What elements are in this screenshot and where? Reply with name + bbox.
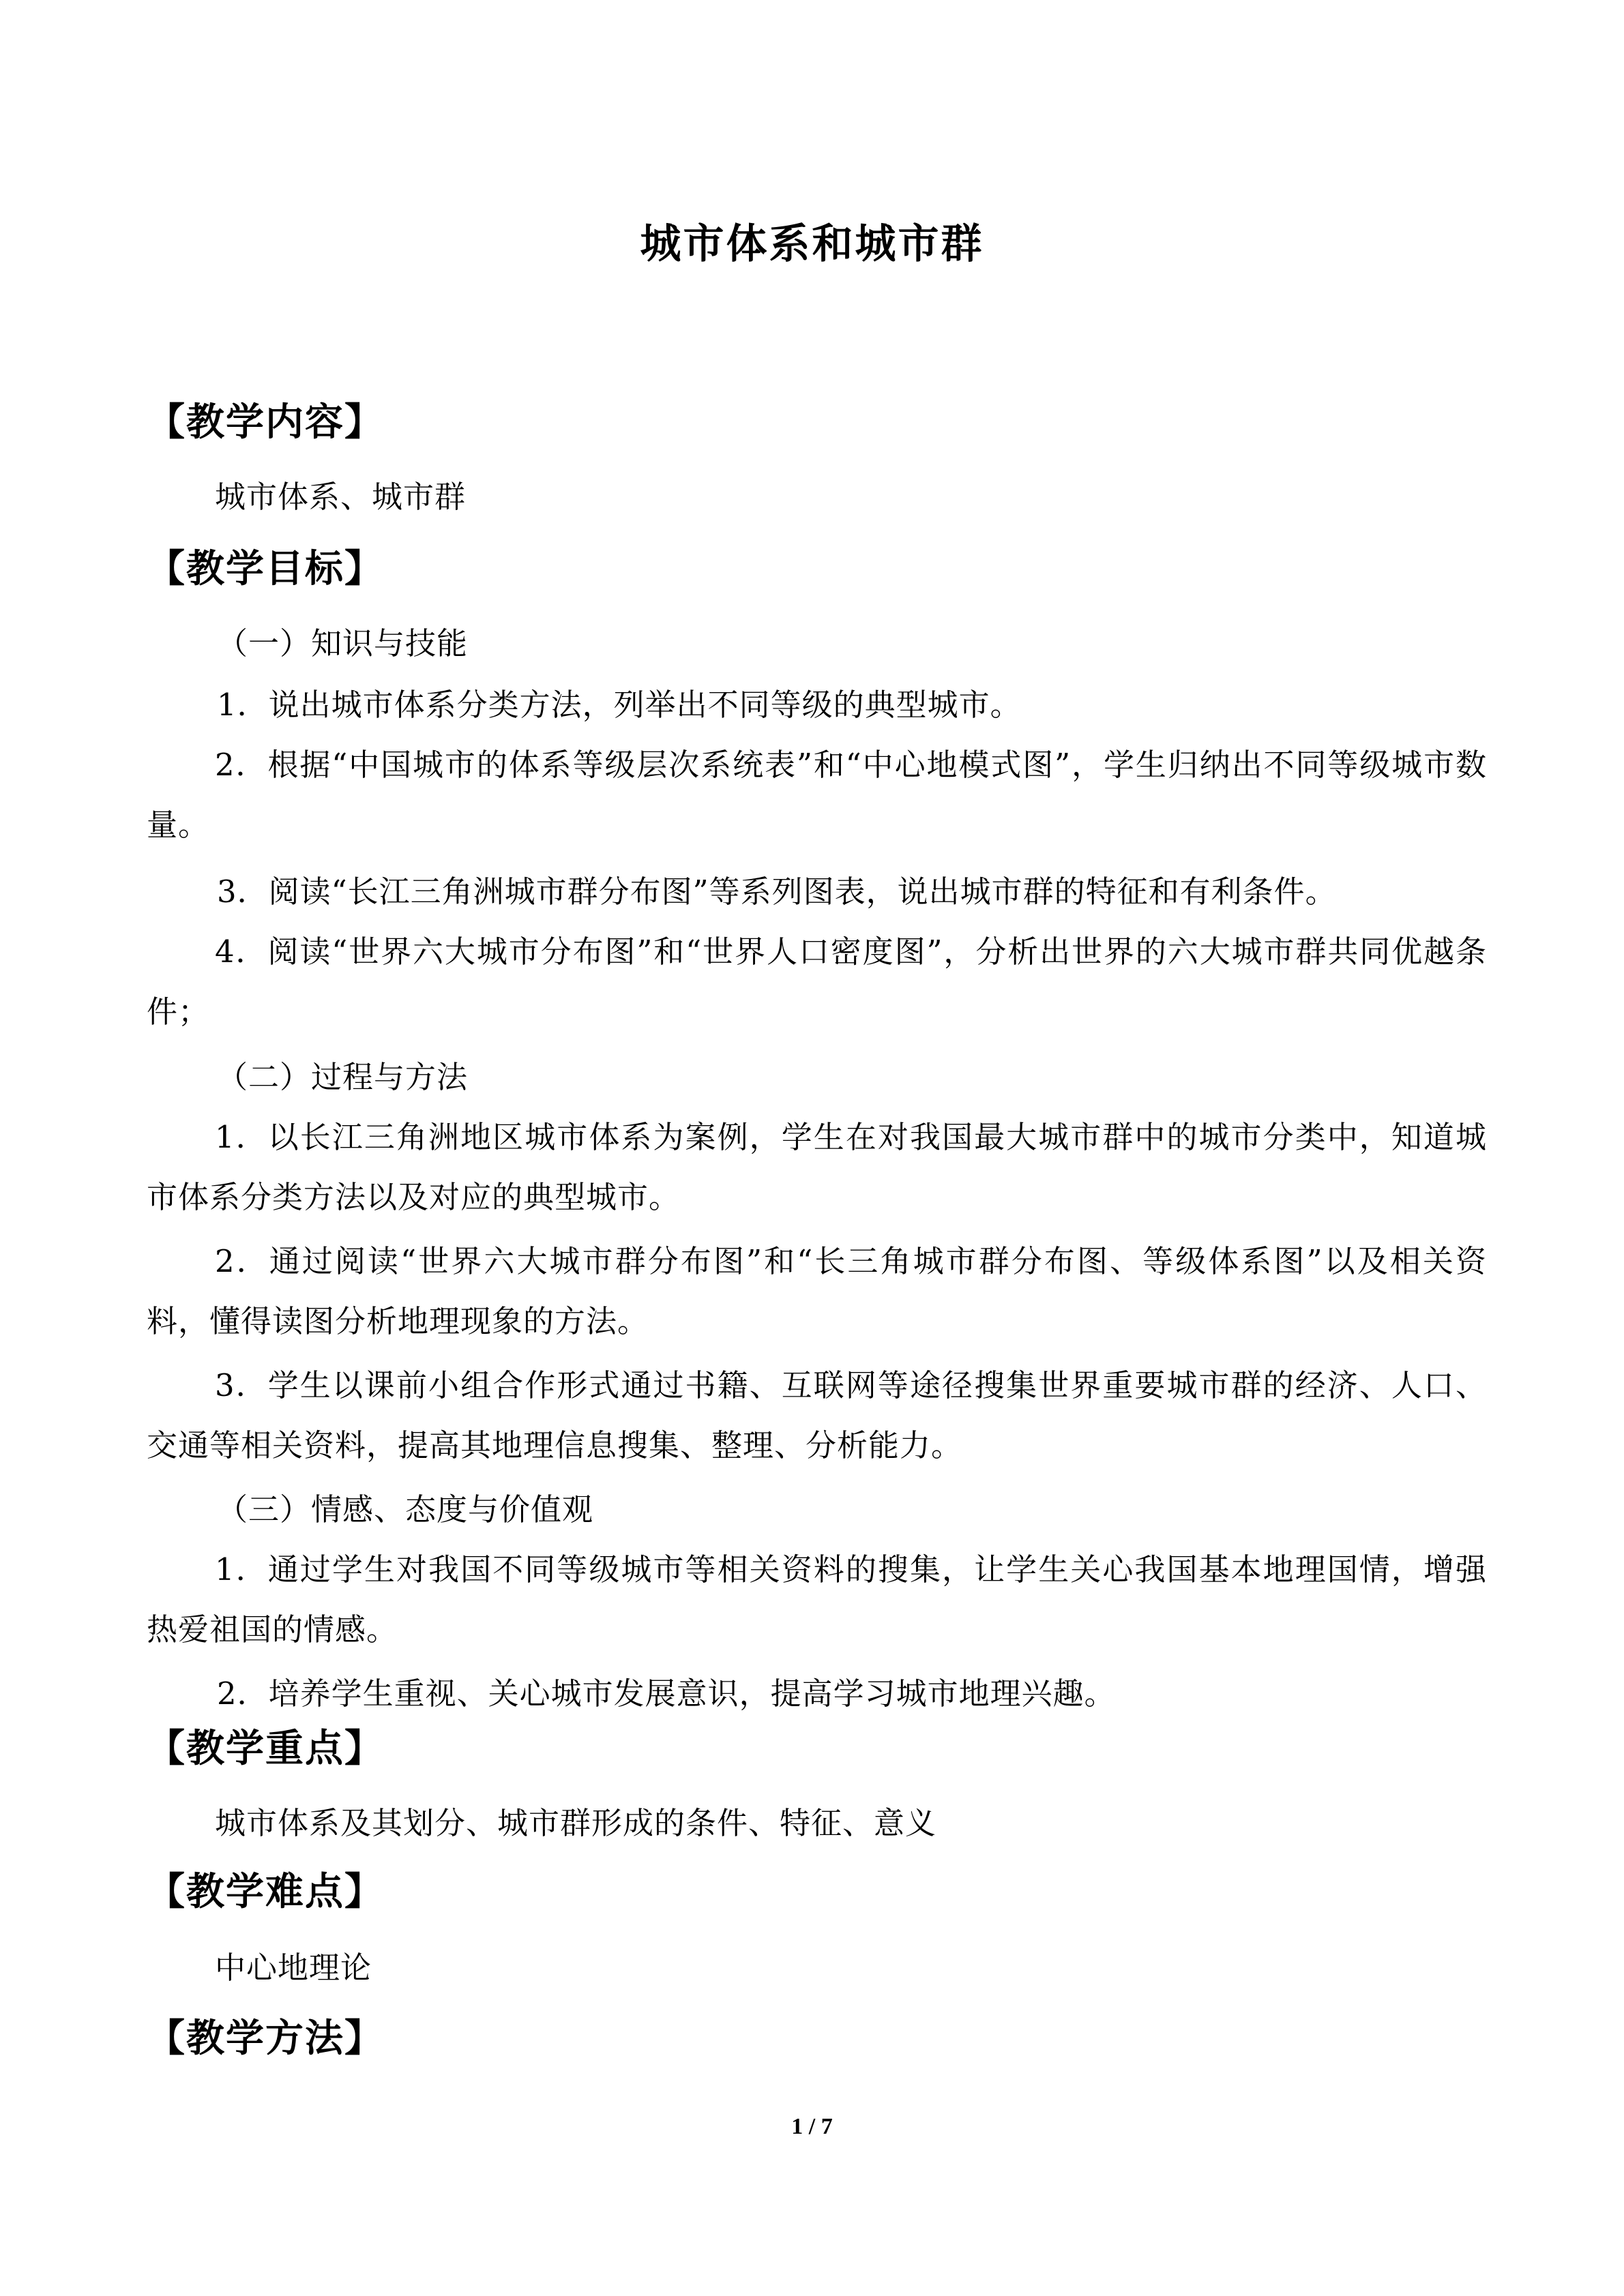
page-title: 城市体系和城市群 — [640, 220, 984, 268]
difficulties-text: 中心地理论 — [215, 1950, 372, 1986]
section-heading-content: 【教学内容】 — [147, 400, 384, 445]
content-text: 城市体系、城市群 — [215, 479, 467, 515]
goal-emotion-1: 1．通过学生对我国不同等级城市等相关资料的搜集，让学生关心我国基本地理国情，增强热爱祖国的情感。 — [147, 1551, 1487, 1648]
section-heading-key-points: 【教学重点】 — [147, 1727, 384, 1771]
key-points-text: 城市体系及其划分、城市群形成的条件、特征、意义 — [215, 1805, 937, 1841]
page-number: 1 / 7 — [791, 2114, 833, 2139]
goal-knowledge-2: 2．根据“中国城市的体系等级层次系统表”和“中心地模式图”，学生归纳出不同等级城市数量。 — [147, 747, 1487, 843]
goal-process-3: 3．学生以课前小组合作形式通过书籍、互联网等途径搜集世界重要城市群的经济、人口、交通等相关资料，提高其地理信息搜集、整理、分析能力。 — [147, 1367, 1487, 1463]
subheading-process: （二）过程与方法 — [217, 1059, 469, 1095]
goal-knowledge-4: 4．阅读“世界六大城市分布图”和“世界人口密度图”，分析出世界的六大城市群共同优越条件； — [147, 934, 1487, 1030]
goal-process-1: 1．以长江三角洲地区城市体系为案例，学生在对我国最大城市群中的城市分类中，知道城市体系分类方法以及对应的典型城市。 — [147, 1119, 1487, 1215]
section-heading-goals: 【教学目标】 — [147, 547, 384, 591]
goal-emotion-2: 2．培养学生重视、关心城市发展意识，提高学习城市地理兴趣。 — [217, 1675, 1116, 1712]
goal-process-2: 2．通过阅读“世界六大城市群分布图”和“长三角城市群分布图、等级体系图”以及相关资料，懂得读图分析地理现象的方法。 — [147, 1243, 1487, 1339]
goal-knowledge-1: 1．说出城市体系分类方法，列举出不同等级的典型城市。 — [217, 687, 1022, 723]
subheading-knowledge: （一）知识与技能 — [217, 625, 469, 661]
section-heading-methods: 【教学方法】 — [147, 2016, 384, 2061]
goal-knowledge-3: 3．阅读“长江三角洲城市群分布图”等系列图表，说出城市群的特征和有利条件。 — [217, 874, 1337, 910]
section-heading-difficulties: 【教学难点】 — [147, 1870, 384, 1914]
subheading-emotion: （三）情感、态度与价值观 — [217, 1491, 594, 1527]
